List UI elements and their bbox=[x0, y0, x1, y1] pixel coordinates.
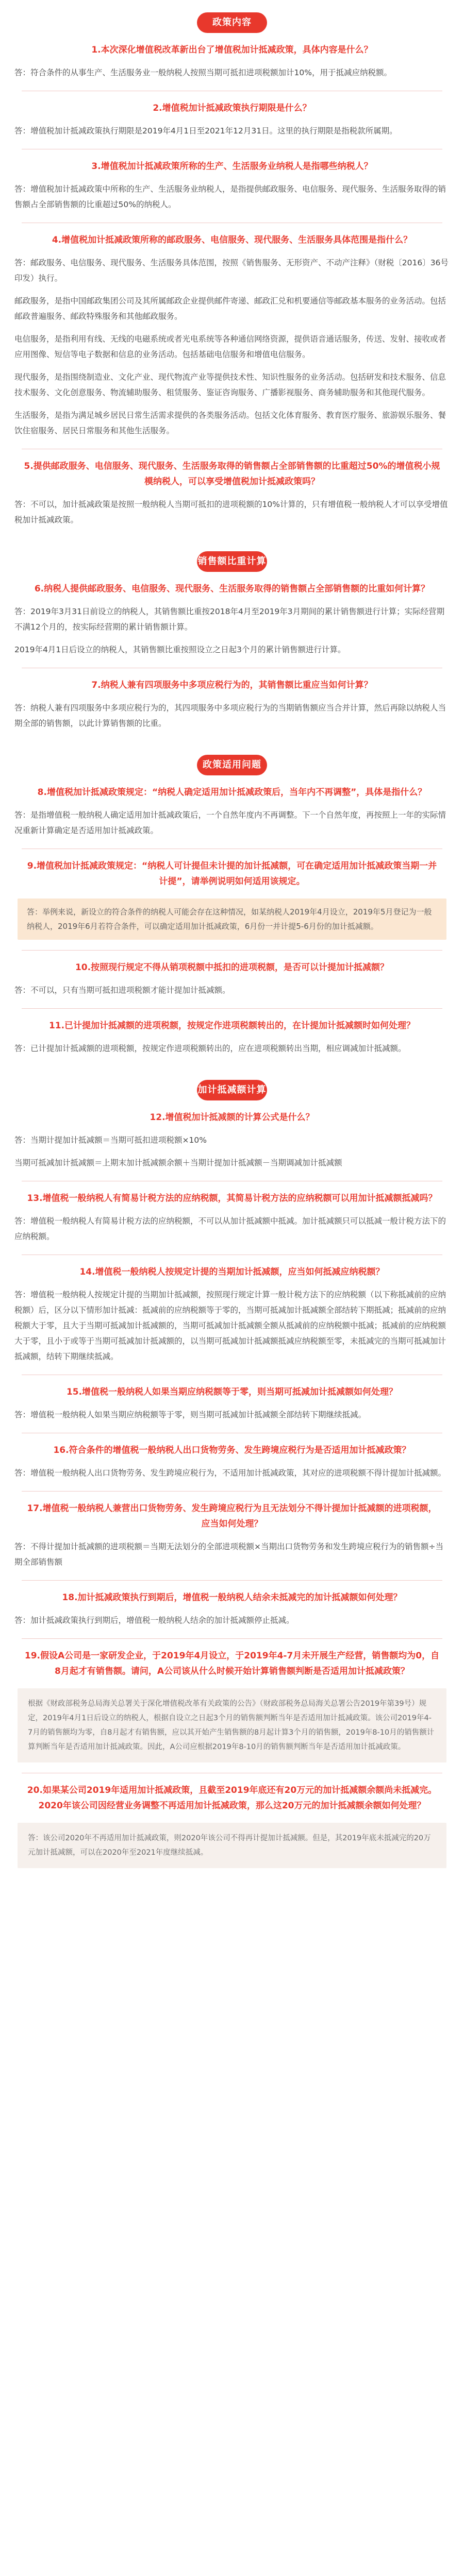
answer-text: 答：邮政服务、电信服务、现代服务、生活服务具体范围，按照《销售服务、无形资产、不动产注释》（财税〔2016〕36号印发）执行。 bbox=[14, 258, 449, 283]
qa-item bbox=[14, 677, 450, 731]
qa-item bbox=[14, 100, 450, 149]
qa-item bbox=[14, 1191, 450, 1255]
answer-paragraph: 当期可抵减加计抵减额＝上期末加计抵减额余额＋当期计提加计抵减额－当期调减加计抵减额 bbox=[14, 1158, 342, 1167]
qa-item bbox=[14, 1384, 450, 1433]
qa-item bbox=[14, 1590, 450, 1639]
question-heading: 6.纳税人提供邮政服务、电信服务、现代服务、生活服务取得的销售额占全部销售额的比重如何计算？ bbox=[34, 584, 430, 594]
question-heading: 20.如果某公司2019年适用加计抵减政策，且截至2019年底还有20万元的加计抵减额余额尚未抵减完。2020年该公司因经营业务调整不再适用加计抵减政策，那么这20万元的加计抵减额余额如何处理？ bbox=[27, 1785, 437, 1811]
section-2 bbox=[14, 741, 450, 1066]
answer-paragraph: 生活服务，是指为满足城乡居民日常生活需求提供的各类服务活动。包括文化体育服务、教育医疗服务、旅游娱乐服务、餐饮住宿服务、居民日常服务和其他生活服务。 bbox=[14, 411, 446, 435]
divider-line bbox=[22, 1008, 442, 1009]
qa-item bbox=[14, 1018, 450, 1056]
answer-text: 答：纳税人兼有四项服务中多项应税行为的，其四项服务中多项应税行为的当期销售额应当合并计算，然后再除以纳税人当期全部的销售额，以此计算销售额的比重。 bbox=[14, 703, 446, 728]
question-heading: 12.增值税加计抵减额的计算公式是什么？ bbox=[150, 1112, 314, 1123]
question-heading: 19.假设A公司是一家研发企业，于2019年4月设立，于2019年4-7月未开展生产经营，销售额均为0，自8月起才有销售额。请问，A公司该从什么时候开始计算销售额判断是否适用加计抵减政策？ bbox=[24, 1651, 440, 1676]
question-heading: 13.增值税一般纳税人有简易计税方法的应纳税额，其简易计税方法的应纳税额可以用加计抵减额抵减吗？ bbox=[27, 1193, 437, 1204]
qa-item bbox=[14, 858, 450, 951]
question-heading: 7.纳税人兼有四项服务中多项应税行为的，其销售额比重应当如何计算？ bbox=[91, 680, 373, 690]
answer-text: 答：2019年3月31日前设立的纳税人，其销售额比重按2018年4月至2019年3月期间的累计销售额进行计算；实际经营期不满12个月的，按实际经营期的累计销售额计算。 bbox=[14, 607, 445, 632]
answer-text: 答：增值税一般纳税人有简易计税方法的应纳税额，不可以从加计抵减额中抵减。加计抵减额只可以抵减一般计税方法下的应纳税额。 bbox=[14, 1216, 446, 1241]
answer-note-box: 答：举例来说，新设立的符合条件的纳税人可能会存在这种情况，如某纳税人2019年4月设立，2019年5月登记为一般纳税人，2019年6月若符合条件，可以确定适用加计抵减政策，6月份一并计提5-6月份的加计抵减额。 bbox=[18, 899, 446, 940]
qa-item bbox=[14, 1110, 450, 1181]
answer-quote-box: 根据《财政部税务总局海关总署关于深化增值税改革有关政策的公告》（财政部税务总局海关总署公告2019年第39号）规定，2019年4月1日后设立的纳税人，根据自设立之日起3个月的销售额判断当年是否适用加计抵减政策。该公司2019年4-7月的销售额均为零，自8月起才有销售额，应以其开始产生销售额的8月起计算3个月的销售额，2019年8-10月的销售额计算判断当年是否适用加计抵减政策。因此，A公司应根据2019年8-10月的销售额判断当年是否适用加计抵减政策。 bbox=[18, 1688, 446, 1762]
question-heading: 4.增值税加计抵减政策所称的邮政服务、电信服务、现代服务、生活服务具体范围是指什么？ bbox=[52, 235, 412, 245]
question-heading: 8.增值税加计抵减政策规定：“纳税人确定适用加计抵减政策后，当年内不再调整”，具体是指什么？ bbox=[37, 787, 427, 798]
section-title: 加计抵减额计算 bbox=[197, 1080, 267, 1100]
answer-text: 答：当期计提加计抵减额＝当期可抵扣进项税额×10% bbox=[14, 1136, 207, 1145]
question-heading: 18.加计抵减政策执行到期后，增值税一般纳税人结余未抵减完的加计抵减额如何处理？ bbox=[62, 1592, 402, 1603]
question-heading: 9.增值税加计抵减政策规定：“纳税人可计提但未计提的加计抵减额，可在确定适用加计抵减政策当期一并计提”，请举例说明如何适用该规定。 bbox=[27, 861, 437, 887]
question-heading: 5.提供邮政服务、电信服务、现代服务、生活服务取得的销售额占全部销售额的比重超过50%的增值税小规模纳税人，可以享受增值税加计抵减政策吗？ bbox=[24, 461, 440, 487]
section-title: 销售额比重计算 bbox=[197, 551, 267, 572]
question-heading: 17.增值税一般纳税人兼营出口货物劳务、发生跨境应税行为且无法划分不得计提加计抵减额的进项税额，应当如何处理？ bbox=[27, 1503, 437, 1529]
answer-text: 答：增值税一般纳税人出口货物劳务、发生跨境应税行为，不适用加计抵减政策，其对应的进项税额不得计提加计抵减额。 bbox=[14, 1468, 446, 1478]
qa-item bbox=[14, 960, 450, 1009]
answer-paragraph: 2019年4月1日后设立的纳税人，其销售额比重按照设立之日起3个月的累计销售额进行计算。 bbox=[14, 645, 346, 654]
answer-text: 答：已计提加计抵减额的进项税额，按规定作进项税额转出的，应在进项税额转出当期，相应调减加计抵减额。 bbox=[14, 1044, 406, 1053]
qa-item bbox=[14, 459, 450, 528]
answer-paragraph: 现代服务，是指围绕制造业、文化产业、现代物流产业等提供技术性、知识性服务的业务活动。包括研发和技术服务、信息技术服务、文化创意服务、物流辅助服务、租赁服务、鉴证咨询服务、广播影视服务、商务辅助服务和其他现代服务。 bbox=[14, 372, 446, 397]
answer-text: 答：是指增值税一般纳税人确定适用加计抵减政策后，一个自然年度内不再调整。下一个自然年度，再按照上一年的实际情况重新计算确定是否适用加计抵减政策。 bbox=[14, 810, 446, 835]
answer-text: 答：符合条件的从事生产、生活服务业一般纳税人按照当期可抵扣进项税额加计10%，用于抵减应纳税额。 bbox=[14, 68, 392, 77]
qa-item bbox=[14, 1264, 450, 1375]
answer-text: 答：增值税一般纳税人如果当期应纳税额等于零，则当期可抵减加计抵减额全部结转下期继续抵减。 bbox=[14, 1410, 367, 1419]
answer-quote-box: 答：该公司2020年不再适用加计抵减政策，则2020年该公司不得再计提加计抵减额。但是，其2019年底未抵减完的20万元加计抵减额，可以在2020年至2021年度继续抵减。 bbox=[18, 1823, 446, 1868]
qa-item bbox=[14, 42, 450, 91]
answer-text: 答：增值税加计抵减政策中所称的生产、生活服务业纳税人，是指提供邮政服务、电信服务、现代服务、生活服务取得的销售额占全部销售额的比重超过50%的纳税人。 bbox=[14, 184, 446, 209]
question-heading: 10.按照现行规定不得从销项税额中抵扣的进项税额，是否可以计提加计抵减额？ bbox=[75, 962, 389, 973]
divider-line bbox=[22, 950, 442, 951]
question-heading: 16.符合条件的增值税一般纳税人出口货物劳务、发生跨境应税行为是否适用加计抵减政策？ bbox=[53, 1445, 411, 1455]
section-1 bbox=[14, 538, 450, 741]
section-3 bbox=[14, 1066, 450, 1878]
question-heading: 11.已计提加计抵减额的进项税额，按规定作进项税额转出的，在计提加计抵减额时如何处理？ bbox=[48, 1021, 416, 1031]
section-0 bbox=[14, 0, 450, 538]
answer-text: 答：不可以，只有当期可抵扣进项税额才能计提加计抵减额。 bbox=[14, 986, 230, 995]
qa-item bbox=[14, 581, 450, 668]
qa-item bbox=[14, 1501, 450, 1581]
qa-item bbox=[14, 232, 450, 449]
divider-line bbox=[22, 1580, 442, 1581]
question-heading: 1.本次深化增值税改革新出台了增值税加计抵减政策，具体内容是什么？ bbox=[91, 45, 373, 55]
answer-text: 答：不得计提加计抵减额的进项税额＝当期无法划分的全部进项税额×当期出口货物劳务和发生跨境应税行为的销售额÷当期全部销售额 bbox=[14, 1542, 443, 1567]
answer-text: 答：不可以，加计抵减政策是按照一般纳税人当期可抵扣的进项税额的10%计算的，只有增值税一般纳税人才可以享受增值税加计抵减政策。 bbox=[14, 500, 448, 524]
qa-item bbox=[14, 1443, 450, 1492]
answer-paragraph: 电信服务，是指利用有线、无线的电磁系统或者光电系统等各种通信网络资源，提供语音通话服务，传送、发射、接收或者应用图像、短信等电子数据和信息的业务活动。包括基础电信服务和增值电信服务。 bbox=[14, 334, 446, 359]
answer-text: 答：加计抵减政策执行到期后，增值税一般纳税人结余的加计抵减额停止抵减。 bbox=[14, 1616, 294, 1625]
divider-line bbox=[22, 1491, 442, 1492]
divider-line bbox=[22, 1638, 442, 1639]
qa-item bbox=[14, 159, 450, 223]
qa-item bbox=[14, 1648, 450, 1773]
section-title: 政策内容 bbox=[197, 12, 267, 33]
answer-text: 答：增值税一般纳税人按规定计提的当期加计抵减额，按照现行规定计算一般计税方法下的应纳税额（以下称抵减前的应纳税额）后，区分以下情形加计抵减：抵减前的应纳税额等于零的，当期可抵减加计抵减额全部结转下期抵减；抵减前的应纳税额大于零，且大于当期可抵减加计抵减额的，当期可抵减加计抵减额全额从抵减前的应纳税额中抵减；抵减前的应纳税额大于零，且小于或等于当期可抵减加计抵减额的，以当期可抵减加计抵减额抵减应纳税额至零，未抵减完的当期可抵减加计抵减额，结转下期继续抵减。 bbox=[14, 1290, 446, 1361]
qa-item bbox=[14, 1783, 450, 1868]
question-heading: 3.增值税加计抵减政策所称的生产、生活服务业纳税人是指哪些纳税人？ bbox=[91, 161, 373, 172]
question-heading: 14.增值税一般纳税人按规定计提的当期加计抵减额，应当如何抵减应纳税额？ bbox=[79, 1267, 385, 1277]
qa-item bbox=[14, 785, 450, 849]
answer-text: 答：增值税加计抵减政策执行期限是2019年4月1日至2021年12月31日。这里的执行期限是指税款所属期。 bbox=[14, 126, 397, 135]
question-heading: 15.增值税一般纳税人如果当期应纳税额等于零，则当期可抵减加计抵减额如何处理？ bbox=[66, 1387, 398, 1397]
question-heading: 2.增值税加计抵减政策执行期限是什么？ bbox=[153, 103, 311, 113]
section-title: 政策适用问题 bbox=[197, 755, 267, 775]
answer-paragraph: 邮政服务，是指中国邮政集团公司及其所属邮政企业提供邮件寄递、邮政汇兑和机要通信等邮政基本服务的业务活动。包括邮政普遍服务、邮政特殊服务和其他邮政服务。 bbox=[14, 296, 446, 321]
